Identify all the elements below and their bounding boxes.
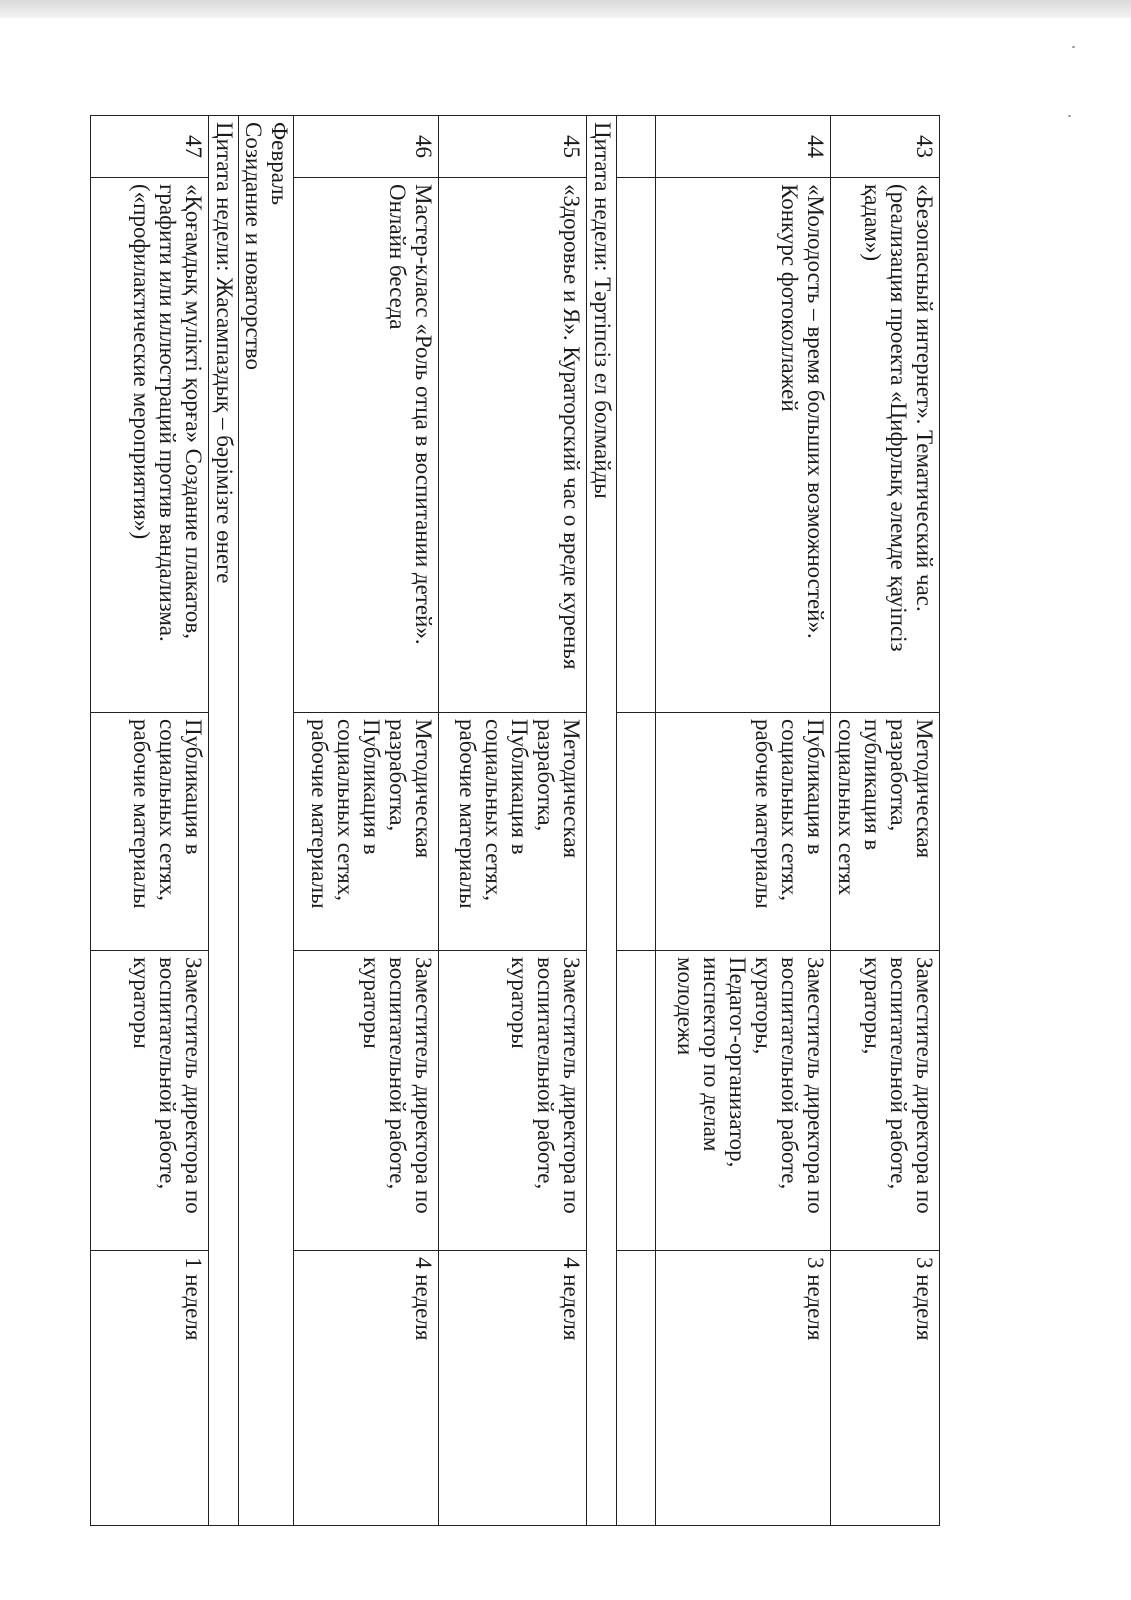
quote-row	[209, 116, 239, 1526]
empty-cell	[617, 178, 656, 713]
event-cell	[439, 178, 587, 713]
form-line: Методическая	[411, 719, 436, 859]
responsible-line: воспитательной работе,	[155, 957, 180, 1190]
form-line: социальных сетях	[834, 719, 859, 896]
table-row	[91, 116, 209, 1526]
row-number: 45	[439, 116, 587, 178]
table-row	[617, 116, 656, 1526]
month-name: Февраль	[267, 122, 292, 206]
form-line: Публикация в	[181, 719, 206, 855]
timing-cell: 4 неделя	[439, 1251, 587, 1526]
scan-edge	[0, 0, 1131, 18]
form-line: социальных сетях,	[481, 719, 506, 901]
table-row	[831, 116, 940, 1526]
responsible-line: Заместитель директора по	[559, 957, 584, 1214]
form-line: Методическая	[912, 719, 937, 859]
month-theme: Созидание и новаторство	[241, 122, 266, 370]
empty-cell	[617, 1251, 656, 1526]
form-line: Публикация в	[803, 719, 828, 855]
form-line: рабочие материалы	[751, 719, 776, 909]
responsible-line: кураторы	[129, 957, 154, 1049]
responsible-line: Заместитель директора по	[181, 957, 206, 1214]
responsible-cell	[91, 951, 209, 1251]
event-line: «Молодость – время больших возможностей».	[803, 184, 828, 639]
form-line: социальных сетях,	[155, 719, 180, 901]
event-line: «Қоғамдық мүлікті қорға» Создание плакатов,	[181, 184, 206, 639]
quote-of-week: Цитата недели: Тәртіпсіз ел болмайды	[587, 116, 617, 1526]
timing-cell: 1 неделя	[91, 1251, 209, 1526]
form-line: разработка,	[886, 719, 911, 832]
form-line: Публикация в	[359, 719, 384, 855]
empty-cell	[617, 713, 656, 951]
scan-speck	[1068, 115, 1071, 117]
event-line: «Безопасный интернет». Тематический час.	[912, 184, 937, 612]
row-number: 46	[294, 116, 439, 178]
form-cell	[91, 713, 209, 951]
quote-of-week: Цитата недели: Жасампаздық – бәрімізге өнеге	[209, 116, 239, 1526]
form-cell	[831, 713, 940, 951]
scan-speck	[1072, 46, 1075, 48]
responsible-line: Заместитель директора по	[912, 957, 937, 1214]
event-line: қадам»)	[860, 184, 885, 262]
responsible-line: кураторы	[359, 957, 384, 1049]
rotated-page	[85, 115, 940, 1525]
event-line: Мастер-класс «Роль отца в воспитании детей».	[411, 184, 436, 645]
form-line: рабочие материалы	[455, 719, 480, 909]
form-line: социальных сетях,	[777, 719, 802, 901]
responsible-line: кураторы,	[751, 957, 776, 1055]
responsible-line: воспитательной работе,	[533, 957, 558, 1190]
event-cell	[656, 178, 831, 713]
event-cell	[91, 178, 209, 713]
events-plan-table	[90, 115, 940, 1526]
responsible-cell	[656, 951, 831, 1251]
row-number: 47	[91, 116, 209, 178]
event-line: графити или иллюстраций против вандализма.	[155, 184, 180, 642]
row-number: 43	[831, 116, 940, 178]
timing-cell: 3 неделя	[831, 1251, 940, 1526]
table-row	[656, 116, 831, 1526]
responsible-line: воспитательной работе,	[385, 957, 410, 1190]
responsible-line: инспектор по делам	[699, 957, 724, 1152]
responsible-line: воспитательной работе,	[886, 957, 911, 1190]
form-cell	[439, 713, 587, 951]
responsible-line: Заместитель директора по	[803, 957, 828, 1214]
event-line: (реализация проекта «Цифрлық әлемде қауіпсіз	[886, 184, 911, 652]
row-number: 44	[656, 116, 831, 178]
responsible-line: Педагог-организатор,	[725, 957, 750, 1168]
form-line: разработка,	[533, 719, 558, 832]
form-line: публикация в	[860, 719, 885, 851]
event-cell	[831, 178, 940, 713]
responsible-line: кураторы	[507, 957, 532, 1049]
responsible-cell	[294, 951, 439, 1251]
timing-cell: 3 неделя	[656, 1251, 831, 1526]
event-cell	[294, 178, 439, 713]
form-line: Публикация в	[507, 719, 532, 855]
table-row	[439, 116, 587, 1526]
responsible-line: молодежи	[673, 957, 698, 1056]
empty-cell	[617, 116, 656, 178]
responsible-cell	[439, 951, 587, 1251]
month-header	[239, 116, 294, 1526]
form-line: социальных сетях,	[333, 719, 358, 901]
form-line: рабочие материалы	[307, 719, 332, 909]
responsible-cell	[831, 951, 940, 1251]
event-line: «Здоровье и Я». Кураторский час о вреде куренья	[559, 184, 584, 670]
form-line: Методическая	[559, 719, 584, 859]
responsible-line: Заместитель директора по	[411, 957, 436, 1214]
quote-row	[587, 116, 617, 1526]
table-row	[294, 116, 439, 1526]
form-cell	[656, 713, 831, 951]
responsible-line: кураторы,	[860, 957, 885, 1055]
event-line: («профилактические мероприятия»)	[129, 184, 154, 540]
empty-cell	[617, 951, 656, 1251]
responsible-line: воспитательной работе,	[777, 957, 802, 1190]
event-line: Онлайн беседа	[385, 184, 410, 330]
event-line: Конкурс фотоколлажей	[777, 184, 802, 412]
month-header-row	[239, 116, 294, 1526]
form-cell	[294, 713, 439, 951]
timing-cell: 4 неделя	[294, 1251, 439, 1526]
form-line: разработка,	[385, 719, 410, 832]
form-line: рабочие материалы	[129, 719, 154, 909]
